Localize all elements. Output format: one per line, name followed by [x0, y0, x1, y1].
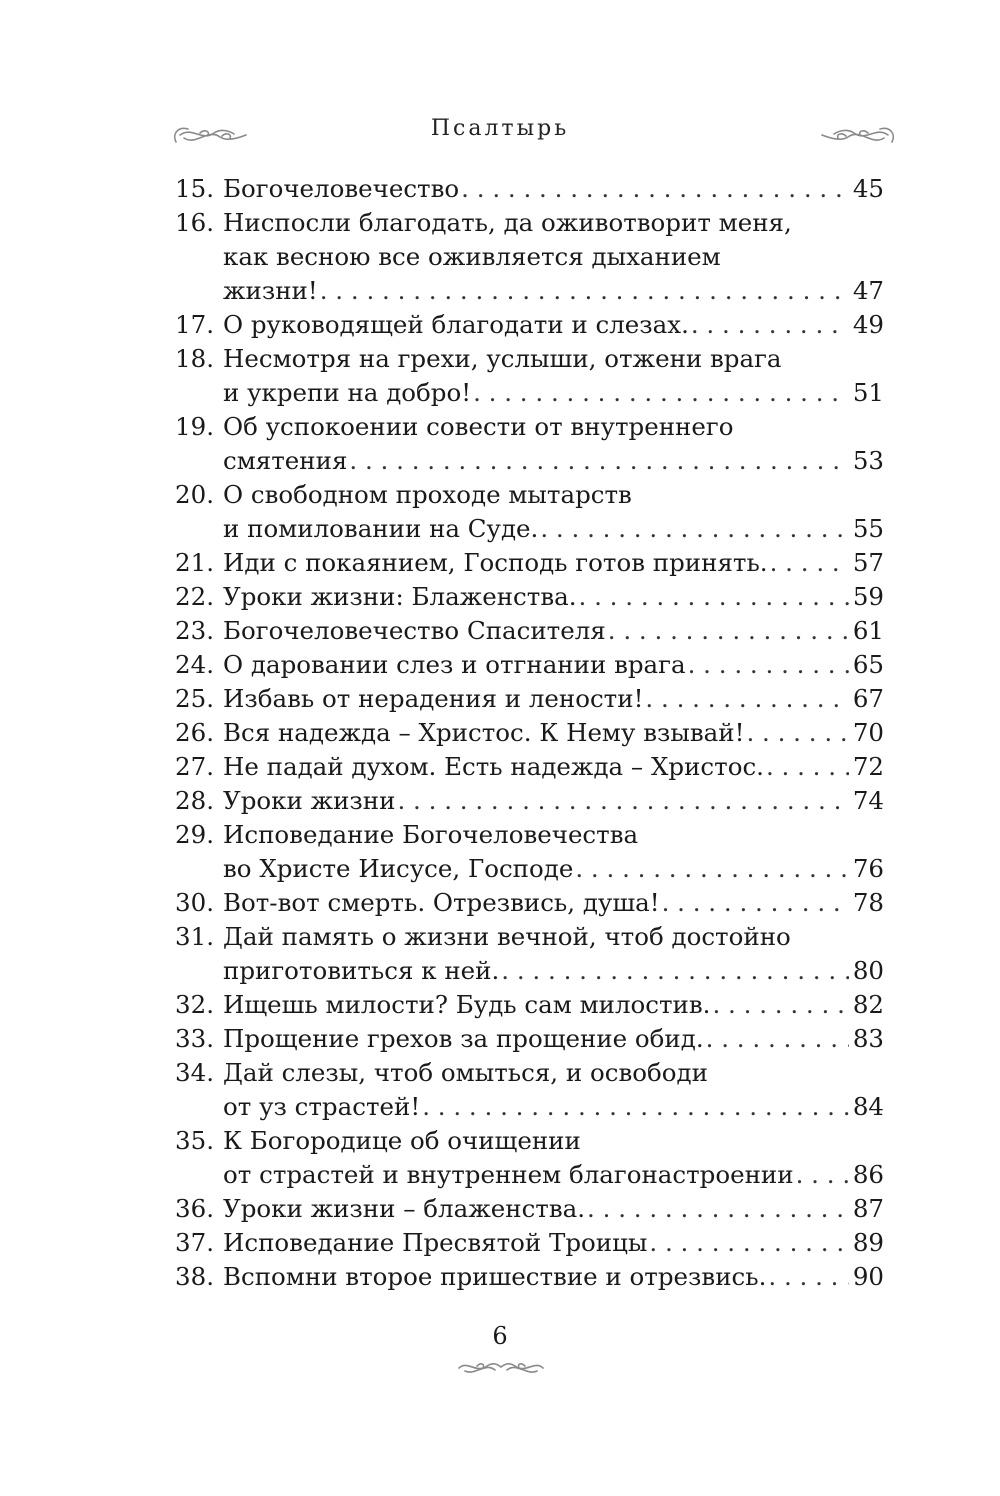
toc-entry-page: 67 [852, 684, 884, 713]
toc-entry-title: жизни! [223, 276, 318, 305]
toc-entry-page: 90 [852, 1262, 884, 1291]
dot-leader [575, 852, 848, 886]
toc-entry-line [168, 274, 884, 308]
toc-entry-line [168, 886, 884, 920]
toc-entry[interactable] [168, 206, 884, 308]
toc-entry-number: 25. [175, 684, 214, 713]
dot-leader [649, 1226, 848, 1260]
toc-entry-title: О руководящей благодати и слезах. [223, 310, 689, 339]
toc-entry-line [168, 376, 884, 410]
toc-entry[interactable] [168, 172, 884, 206]
toc-entry-page: 45 [852, 174, 884, 203]
toc-entry[interactable] [168, 410, 884, 478]
toc-entry-title: и помиловании на Суде. [223, 514, 539, 543]
toc-entry-number: 36. [175, 1194, 214, 1223]
toc-entry[interactable] [168, 920, 884, 988]
toc-entry-line [168, 580, 884, 614]
toc-entry-line [168, 1158, 884, 1192]
toc-entry-title: и укрепи на добро! [223, 378, 472, 407]
toc-entry-page: 86 [852, 1160, 884, 1189]
toc-entry-number: 30. [175, 888, 214, 917]
toc-entry-line [168, 852, 884, 886]
dot-leader [461, 172, 849, 206]
toc-entry-line [168, 1022, 884, 1056]
toc-entry-title: смятения [223, 446, 348, 475]
footer-flourish-icon [455, 1356, 547, 1378]
toc-entry-number: 22. [175, 582, 214, 611]
toc-entry-title: Избавь от нерадения и лености! [223, 684, 644, 713]
dot-leader [501, 954, 849, 988]
toc-entry-title: Несмотря на грехи, услыши, отжени врага [223, 344, 782, 373]
toc-entry-line [168, 308, 884, 342]
toc-entry-number: 24. [175, 650, 214, 679]
toc-entry[interactable] [168, 682, 884, 716]
dot-leader [746, 716, 848, 750]
toc-entry-page: 83 [852, 1024, 884, 1053]
toc-entry-title: Исповедание Пресвятой Троицы [223, 1228, 648, 1257]
toc-entry-line [168, 988, 884, 1022]
toc-entry-title: Вспомни второе пришествие и отрезвись. [223, 1262, 767, 1291]
dot-leader [766, 750, 849, 784]
toc-entry[interactable] [168, 580, 884, 614]
toc-entry-title: Ищешь милости? Будь сам милостив. [223, 990, 711, 1019]
toc-entry-title: Прощение грехов за прощение обид. [223, 1024, 704, 1053]
toc-entry-line [168, 818, 884, 852]
toc-entry[interactable] [168, 1226, 884, 1260]
toc-entry-number: 35. [175, 1126, 214, 1155]
toc-entry-title: приготовиться к ней. [223, 956, 500, 985]
toc-entry-line [168, 1124, 884, 1158]
toc-entry-number: 28. [175, 786, 214, 815]
toc-entry-number: 38. [175, 1262, 214, 1291]
toc-entry-title: Дай слезы, чтоб омыться, и освободи [223, 1058, 708, 1087]
toc-entry[interactable] [168, 614, 884, 648]
toc-entry-number: 29. [175, 820, 214, 849]
toc-entry-number: 17. [175, 310, 214, 339]
toc-entry-page: 82 [852, 990, 884, 1019]
toc-entry-page: 87 [852, 1194, 884, 1223]
dot-leader [540, 512, 848, 546]
toc-entry-page: 59 [852, 582, 884, 611]
header-right-flourish-icon [818, 120, 898, 148]
page-footer [0, 1322, 1000, 1382]
toc-entry-number: 34. [175, 1058, 214, 1087]
dot-leader [587, 1192, 849, 1226]
toc-entry-line [168, 206, 884, 240]
dot-leader [712, 988, 848, 1022]
dot-leader [706, 1022, 849, 1056]
toc-entry-page: 65 [852, 650, 884, 679]
toc-entry-number: 37. [175, 1228, 214, 1257]
toc-entry[interactable] [168, 886, 884, 920]
toc-entry[interactable] [168, 1192, 884, 1226]
toc-entry-line [168, 920, 884, 954]
toc-entry[interactable] [168, 750, 884, 784]
toc-entry[interactable] [168, 784, 884, 818]
toc-entry-line [168, 1192, 884, 1226]
toc-entry-title: Богочеловечество [223, 174, 460, 203]
running-header [0, 112, 1000, 152]
toc-entry-line [168, 716, 884, 750]
toc-entry-page: 51 [852, 378, 884, 407]
toc-entry-title: Уроки жизни [223, 786, 396, 815]
toc-entry-title: во Христе Иисусе, Господе [223, 854, 574, 883]
toc-entry-line [168, 410, 884, 444]
toc-entry-number: 18. [175, 344, 214, 373]
toc-entry-page: 61 [852, 616, 884, 645]
toc-entry-page: 76 [852, 854, 884, 883]
toc-entry-title: Уроки жизни – блаженства. [223, 1194, 586, 1223]
toc-entry-number: 31. [175, 922, 214, 951]
toc-entry-line [168, 1090, 884, 1124]
toc-entry-line [168, 512, 884, 546]
dot-leader [349, 444, 848, 478]
toc-entry-page: 70 [852, 718, 884, 747]
toc-entry[interactable] [168, 716, 884, 750]
toc-entry-page: 53 [852, 446, 884, 475]
toc-entry-title: как весною все оживляется дыханием [223, 242, 721, 271]
running-header-title: Псалтырь [430, 116, 570, 141]
toc-entry-title: Дай память о жизни вечной, чтоб достойно [223, 922, 791, 951]
dot-leader [688, 648, 849, 682]
toc-entry-line [168, 784, 884, 818]
toc-entry-line [168, 682, 884, 716]
toc-entry-number: 15. [175, 174, 214, 203]
toc-entry-page: 74 [852, 786, 884, 815]
toc-entry-line [168, 478, 884, 512]
toc-entry-line [168, 750, 884, 784]
toc-entry-title: Об успокоении совести от внутреннего [223, 412, 734, 441]
toc-entry-line [168, 954, 884, 988]
toc-entry[interactable] [168, 988, 884, 1022]
dot-leader [608, 614, 849, 648]
toc-entry-number: 21. [175, 548, 214, 577]
toc-entry-page: 49 [852, 310, 884, 339]
toc-entry-line [168, 1260, 884, 1294]
toc-entry-page: 78 [852, 888, 884, 917]
toc-entry-line [168, 342, 884, 376]
toc-entry-number: 32. [175, 990, 214, 1019]
toc-entry-number: 20. [175, 480, 214, 509]
dot-leader [691, 308, 849, 342]
toc-entry-number: 27. [175, 752, 214, 781]
toc-entry-number: 33. [175, 1024, 214, 1053]
toc-entry-line [168, 172, 884, 206]
toc-entry-line [168, 614, 884, 648]
toc-entry-title: О свободном проходе мытарств [223, 480, 632, 509]
toc-entry-title: Иди с покаянием, Господь готов принять. [223, 548, 768, 577]
dot-leader [473, 376, 849, 410]
toc-entry-title: Не падай духом. Есть надежда – Христос. [223, 752, 764, 781]
toc-entry-line [168, 546, 884, 580]
toc-entry-title: Богочеловечество Спасителя [223, 616, 606, 645]
toc-entry[interactable] [168, 1022, 884, 1056]
toc-entry-title: от страстей и внутреннем благонастроении [223, 1160, 794, 1189]
dot-leader [579, 580, 849, 614]
toc-entry-title: от уз страстей! [223, 1092, 421, 1121]
toc-entry[interactable] [168, 1260, 884, 1294]
page-number: 6 [492, 1322, 508, 1350]
toc-entry[interactable] [168, 648, 884, 682]
toc-entry-line [168, 444, 884, 478]
toc-entry-number: 16. [175, 208, 214, 237]
toc-entry-number: 19. [175, 412, 214, 441]
toc-entry-page: 47 [852, 276, 884, 305]
dot-leader [662, 886, 849, 920]
toc-entry-page: 57 [852, 548, 884, 577]
toc-entry[interactable] [168, 478, 884, 546]
toc-entry[interactable] [168, 1056, 884, 1124]
dot-leader [796, 1158, 849, 1192]
toc-entry[interactable] [168, 342, 884, 410]
dot-leader [770, 546, 849, 580]
toc-entry[interactable] [168, 308, 884, 342]
toc-entry-title: Вся надежда – Христос. К Нему взывай! [223, 718, 745, 747]
dot-leader [768, 1260, 848, 1294]
toc-entry-page: 89 [852, 1228, 884, 1257]
dot-leader [397, 784, 848, 818]
toc-entry-title: О даровании слез и отгнании врага [223, 650, 686, 679]
toc-entry-title: Ниспосли благодать, да оживотворит меня, [223, 208, 792, 237]
toc-entry-page: 72 [852, 752, 884, 781]
toc-entry-number: 23. [175, 616, 214, 645]
toc-entry-line [168, 648, 884, 682]
toc-entry-page: 84 [852, 1092, 884, 1121]
toc-entry-line [168, 240, 884, 274]
dot-leader [645, 682, 848, 716]
table-of-contents [168, 172, 884, 1294]
toc-entry-title: Вот-вот смерть. Отрезвись, душа! [223, 888, 660, 917]
dot-leader [422, 1090, 849, 1124]
toc-entry-title: Уроки жизни: Блаженства. [223, 582, 577, 611]
toc-entry[interactable] [168, 818, 884, 886]
toc-entry[interactable] [168, 1124, 884, 1192]
toc-entry[interactable] [168, 546, 884, 580]
toc-entry-page: 55 [852, 514, 884, 543]
toc-entry-line [168, 1056, 884, 1090]
toc-entry-title: Исповедание Богочеловечества [223, 820, 639, 849]
toc-entry-line [168, 1226, 884, 1260]
toc-entry-page: 80 [852, 956, 884, 985]
toc-entry-number: 26. [175, 718, 214, 747]
dot-leader [320, 274, 849, 308]
toc-entry-title: К Богородице об очищении [223, 1126, 581, 1155]
